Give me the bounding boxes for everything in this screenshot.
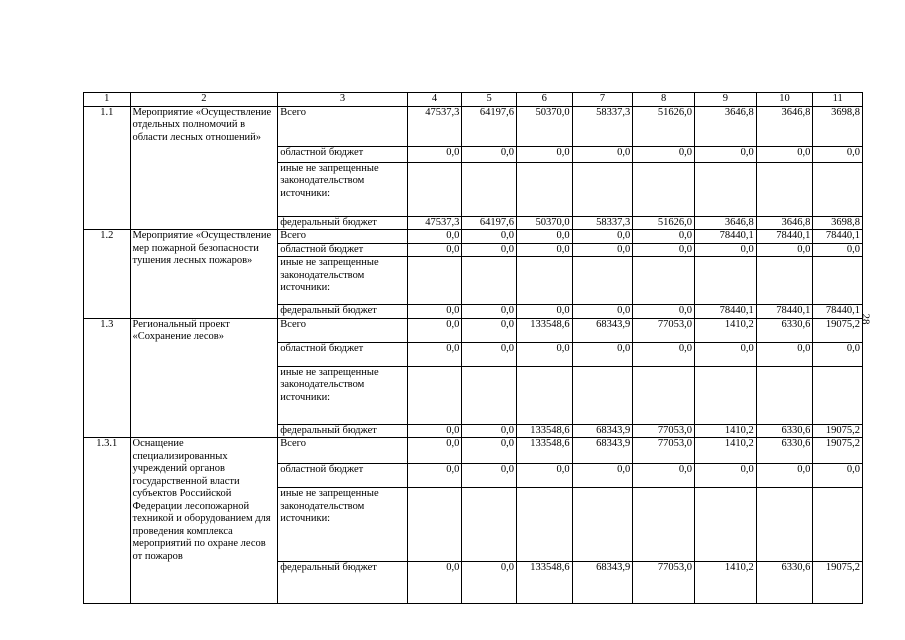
- value-cell: 0,0: [407, 146, 462, 162]
- value-cell: [633, 162, 695, 216]
- value-cell: 6330,6: [756, 438, 813, 464]
- value-cell: 0,0: [516, 146, 572, 162]
- value-cell: 58337,3: [572, 216, 633, 230]
- value-cell: [572, 162, 633, 216]
- value-cell: 47537,3: [407, 216, 462, 230]
- value-cell: 77053,0: [633, 318, 695, 342]
- header-cell: 10: [756, 93, 813, 107]
- value-cell: 133548,6: [516, 562, 572, 604]
- value-cell: [572, 257, 633, 305]
- value-cell: [756, 488, 813, 562]
- funding-source: федеральный бюджет: [278, 562, 407, 604]
- table-row: [84, 230, 863, 244]
- value-cell: 6330,6: [756, 424, 813, 438]
- value-cell: 133548,6: [516, 438, 572, 464]
- value-cell: [407, 162, 462, 216]
- value-cell: 0,0: [516, 464, 572, 488]
- value-cell: [516, 162, 572, 216]
- value-cell: 0,0: [695, 464, 757, 488]
- value-cell: 0,0: [633, 464, 695, 488]
- row-number: 1.3: [84, 318, 131, 438]
- value-cell: 0,0: [756, 243, 813, 257]
- funding-source: иные не запрещенные законодательством источники:: [278, 257, 407, 305]
- value-cell: 0,0: [462, 230, 517, 244]
- value-cell: 0,0: [756, 146, 813, 162]
- value-cell: 77053,0: [633, 562, 695, 604]
- value-cell: 0,0: [756, 464, 813, 488]
- value-cell: 0,0: [813, 342, 863, 366]
- value-cell: 78440,1: [813, 230, 863, 244]
- funding-source: Всего: [278, 106, 407, 146]
- value-cell: [756, 162, 813, 216]
- table-row: [84, 438, 863, 464]
- value-cell: 0,0: [462, 562, 517, 604]
- value-cell: [695, 257, 757, 305]
- value-cell: 0,0: [462, 342, 517, 366]
- value-cell: 0,0: [407, 230, 462, 244]
- header-cell: 9: [695, 93, 757, 107]
- value-cell: [516, 366, 572, 424]
- value-cell: [695, 162, 757, 216]
- value-cell: [516, 257, 572, 305]
- activity-name: Региональный проект «Сохранение лесов»: [130, 318, 278, 438]
- value-cell: 50370,0: [516, 216, 572, 230]
- value-cell: 0,0: [516, 342, 572, 366]
- header-cell: 4: [407, 93, 462, 107]
- value-cell: 64197,6: [462, 216, 517, 230]
- header-cell: 1: [84, 93, 131, 107]
- value-cell: 1410,2: [695, 562, 757, 604]
- value-cell: [633, 366, 695, 424]
- funding-source: областной бюджет: [278, 464, 407, 488]
- value-cell: 78440,1: [695, 305, 757, 319]
- value-cell: 3646,8: [695, 106, 757, 146]
- value-cell: 3698,8: [813, 216, 863, 230]
- value-cell: 0,0: [695, 243, 757, 257]
- funding-source: иные не запрещенные законодательством источники:: [278, 488, 407, 562]
- header-cell: 11: [813, 93, 863, 107]
- value-cell: 68343,9: [572, 438, 633, 464]
- value-cell: 133548,6: [516, 318, 572, 342]
- value-cell: 0,0: [633, 230, 695, 244]
- row-number: 1.3.1: [84, 438, 131, 604]
- funding-source: областной бюджет: [278, 146, 407, 162]
- value-cell: 19075,2: [813, 562, 863, 604]
- value-cell: [462, 162, 517, 216]
- value-cell: [572, 366, 633, 424]
- funding-source: иные не запрещенные законодательством источники:: [278, 162, 407, 216]
- value-cell: 6330,6: [756, 562, 813, 604]
- value-cell: 0,0: [572, 305, 633, 319]
- funding-source: Всего: [278, 318, 407, 342]
- value-cell: 0,0: [695, 342, 757, 366]
- value-cell: 50370,0: [516, 106, 572, 146]
- value-cell: [695, 366, 757, 424]
- value-cell: 0,0: [407, 342, 462, 366]
- value-cell: [813, 488, 863, 562]
- value-cell: [695, 488, 757, 562]
- funding-source: областной бюджет: [278, 342, 407, 366]
- value-cell: 78440,1: [813, 305, 863, 319]
- value-cell: 0,0: [813, 464, 863, 488]
- funding-source: федеральный бюджет: [278, 424, 407, 438]
- value-cell: 51626,0: [633, 106, 695, 146]
- table-row: [84, 106, 863, 146]
- header-cell: 2: [130, 93, 278, 107]
- value-cell: 0,0: [407, 438, 462, 464]
- value-cell: 68343,9: [572, 318, 633, 342]
- value-cell: 78440,1: [756, 230, 813, 244]
- value-cell: 0,0: [516, 230, 572, 244]
- value-cell: 1410,2: [695, 318, 757, 342]
- value-cell: 0,0: [572, 230, 633, 244]
- value-cell: 77053,0: [633, 438, 695, 464]
- value-cell: [407, 257, 462, 305]
- value-cell: 0,0: [813, 146, 863, 162]
- header-cell: 5: [462, 93, 517, 107]
- value-cell: 0,0: [462, 146, 517, 162]
- header-cell: 8: [633, 93, 695, 107]
- value-cell: 19075,2: [813, 424, 863, 438]
- value-cell: 19075,2: [813, 438, 863, 464]
- header-cell: 3: [278, 93, 407, 107]
- value-cell: 78440,1: [756, 305, 813, 319]
- value-cell: 0,0: [695, 146, 757, 162]
- value-cell: 0,0: [633, 146, 695, 162]
- value-cell: [407, 366, 462, 424]
- funding-source: федеральный бюджет: [278, 216, 407, 230]
- value-cell: 0,0: [407, 243, 462, 257]
- value-cell: [633, 257, 695, 305]
- value-cell: 51626,0: [633, 216, 695, 230]
- value-cell: [813, 257, 863, 305]
- value-cell: 0,0: [462, 424, 517, 438]
- funding-source: областной бюджет: [278, 243, 407, 257]
- funding-source: Всего: [278, 230, 407, 244]
- value-cell: [462, 366, 517, 424]
- activity-name: Оснащение специализированных учреждений органов государственной власти субъектов Российской Федерации лесопожарной техникой и оборудованием для проведения комплекса мероприятий по охране лесов от пожаров: [130, 438, 278, 604]
- value-cell: 0,0: [462, 243, 517, 257]
- value-cell: 3646,8: [695, 216, 757, 230]
- value-cell: [462, 257, 517, 305]
- activity-name: Мероприятие «Осуществление отдельных полномочий в области лесных отношений»: [130, 106, 278, 230]
- value-cell: 19075,2: [813, 318, 863, 342]
- funding-source: федеральный бюджет: [278, 305, 407, 319]
- funding-source: Всего: [278, 438, 407, 464]
- value-cell: 3698,8: [813, 106, 863, 146]
- value-cell: 0,0: [407, 464, 462, 488]
- value-cell: [516, 488, 572, 562]
- value-cell: 0,0: [407, 424, 462, 438]
- value-cell: 0,0: [813, 243, 863, 257]
- value-cell: 78440,1: [695, 230, 757, 244]
- value-cell: [572, 488, 633, 562]
- value-cell: [756, 257, 813, 305]
- header-cell: 7: [572, 93, 633, 107]
- table-row: [84, 318, 863, 342]
- value-cell: [407, 488, 462, 562]
- value-cell: 0,0: [462, 305, 517, 319]
- value-cell: 6330,6: [756, 318, 813, 342]
- value-cell: [633, 488, 695, 562]
- funding-source: иные не запрещенные законодательством источники:: [278, 366, 407, 424]
- value-cell: 3646,8: [756, 216, 813, 230]
- value-cell: 0,0: [633, 243, 695, 257]
- activity-name: Мероприятие «Осуществление мер пожарной безопасности тушения лесных пожаров»: [130, 230, 278, 319]
- value-cell: 0,0: [462, 318, 517, 342]
- value-cell: 0,0: [407, 318, 462, 342]
- value-cell: 0,0: [633, 305, 695, 319]
- header-row: [84, 93, 863, 107]
- header-cell: 6: [516, 93, 572, 107]
- value-cell: 64197,6: [462, 106, 517, 146]
- value-cell: 58337,3: [572, 106, 633, 146]
- value-cell: [462, 488, 517, 562]
- value-cell: 1410,2: [695, 424, 757, 438]
- value-cell: 47537,3: [407, 106, 462, 146]
- value-cell: [813, 366, 863, 424]
- value-cell: 0,0: [572, 146, 633, 162]
- value-cell: [756, 366, 813, 424]
- value-cell: 1410,2: [695, 438, 757, 464]
- value-cell: 0,0: [572, 243, 633, 257]
- budget-table: [83, 92, 863, 604]
- value-cell: 68343,9: [572, 424, 633, 438]
- value-cell: 3646,8: [756, 106, 813, 146]
- value-cell: 0,0: [462, 464, 517, 488]
- value-cell: 0,0: [572, 464, 633, 488]
- value-cell: 0,0: [407, 305, 462, 319]
- value-cell: 0,0: [572, 342, 633, 366]
- value-cell: 0,0: [516, 305, 572, 319]
- value-cell: [813, 162, 863, 216]
- value-cell: 0,0: [756, 342, 813, 366]
- row-number: 1.2: [84, 230, 131, 319]
- value-cell: 68343,9: [572, 562, 633, 604]
- value-cell: 133548,6: [516, 424, 572, 438]
- value-cell: 0,0: [407, 562, 462, 604]
- value-cell: 0,0: [462, 438, 517, 464]
- page-number: 28: [859, 313, 872, 325]
- value-cell: 0,0: [633, 342, 695, 366]
- value-cell: 0,0: [516, 243, 572, 257]
- value-cell: 77053,0: [633, 424, 695, 438]
- row-number: 1.1: [84, 106, 131, 230]
